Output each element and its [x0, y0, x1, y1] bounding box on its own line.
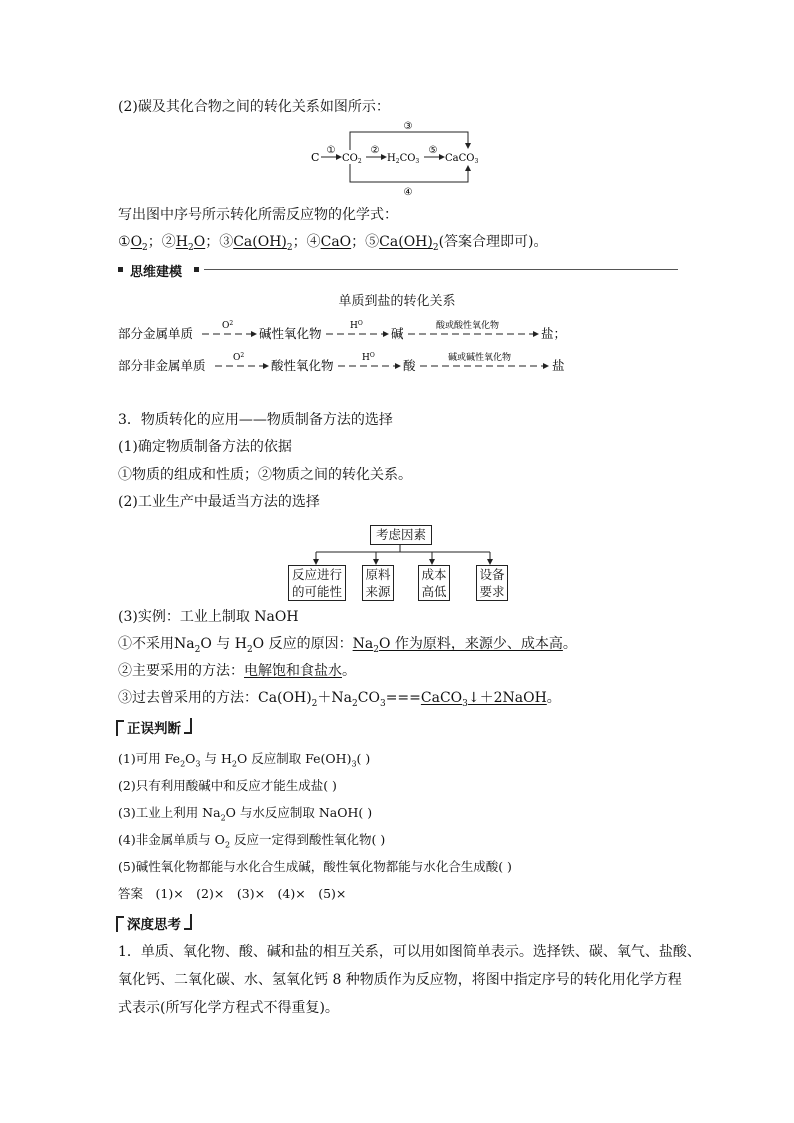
- leaf-line-2: 要求: [479, 584, 505, 599]
- tree-connectors: [300, 544, 500, 566]
- row2-mid-1: 酸性氧化物: [271, 358, 334, 373]
- example-3: ③过去曾采用的方法：$Ca(OH)_2+Na_2CO_3===CaCO_3↓+2NaOH$。: [118, 690, 561, 709]
- tree-leaf-cost: [418, 565, 450, 601]
- tree-leaf-possibility: [288, 565, 346, 601]
- tree-leaf-materials: [362, 565, 394, 601]
- judge-answer: 答案 (1)× (2)× (3)× (4)× (5)×: [118, 886, 347, 901]
- bullet-square: [118, 267, 123, 272]
- label-4: ④: [403, 187, 413, 198]
- section3-p3: (2)工业生产中最适当方法的选择: [118, 494, 320, 510]
- row1-end: 盐；: [541, 326, 567, 341]
- leaf-line-2: 来源: [365, 584, 391, 599]
- judge-header: [116, 717, 192, 737]
- bracket-close: [184, 718, 192, 734]
- deep-line-3: 式表示(所写化学方程式不得重复)。: [118, 1000, 339, 1016]
- arrow-4: [350, 164, 468, 182]
- row1-mid-1: 碱性氧化物: [259, 326, 322, 341]
- row2-mid-2: 酸: [403, 358, 416, 373]
- tree-leaf-equipment: [476, 565, 508, 601]
- leaf-line-1: 原料: [365, 567, 391, 582]
- row1-mid-2: 碱: [391, 326, 404, 341]
- row1-reagent-1: $O^2$: [222, 320, 234, 331]
- judge-q2: (2)只有利用酸碱中和反应才能生成盐( ): [118, 778, 337, 793]
- judge-q3: (3)工业上利用 $Na_2O$ 与水反应制取 NaOH( ): [118, 805, 373, 823]
- arrow-3: [350, 132, 468, 150]
- node-caco3: CaCO$_3$: [445, 153, 479, 165]
- judge-header-label: 正误判断: [127, 721, 181, 737]
- bracket-open: [116, 720, 124, 736]
- node-h2co3: $H_2CO_3$: [387, 153, 420, 165]
- node-co2: $CO_2$: [342, 153, 362, 165]
- judge-q4: (4)非金属单质与 $O_2$ 反应一定得到酸性氧化物( ): [118, 832, 386, 850]
- bracket-close: [184, 914, 192, 930]
- carbon-diagram: [300, 118, 500, 200]
- carbon-question: 写出图中序号所示转化所需反应物的化学式：: [118, 207, 398, 223]
- thinking-title: 单质到盐的转化关系: [338, 294, 456, 309]
- judge-q1: (1)可用 $Fe_2O_3$ 与 $H_2O$ 反应制取 $Fe(OH)_3$( ): [118, 751, 371, 769]
- conversion-row-2: [118, 350, 588, 378]
- example-title: (3)实例：工业上制取 NaOH: [118, 609, 299, 625]
- row2-start: 部分非金属单质: [118, 358, 206, 373]
- deep-header: [116, 913, 192, 933]
- leaf-line-1: 设备: [479, 567, 505, 582]
- row1-reagent-3: 酸或酸性氧化物: [436, 321, 500, 331]
- leaf-line-1: 反应进行: [291, 567, 342, 582]
- row2-reagent-3: 碱或碱性氧化物: [448, 353, 512, 363]
- example-2: ②主要采用的方法：电解饱和食盐水。: [118, 663, 356, 679]
- leaf-line-1: 成本: [421, 567, 447, 582]
- label-3: ③: [403, 121, 413, 132]
- judge-q5: (5)碱性氧化物都能与水化合生成碱，酸性氧化物都能与水化合生成酸( ): [118, 859, 512, 874]
- thinking-header-label: 思维建模: [130, 265, 183, 280]
- carbon-intro: (2)碳及其化合物之间的转化关系如图所示：: [118, 99, 390, 115]
- row1-start: 部分金属单质: [118, 326, 194, 341]
- deep-line-2: 氧化钙、二氧化碳、水、氢氧化钙 8 种物质作为反应物，将图中指定序号的转化用化学方程: [118, 972, 682, 988]
- row2-reagent-1: $O^2$: [233, 352, 245, 363]
- leaf-line-2: 高低: [421, 584, 447, 599]
- carbon-answer: $①O_2$；$②H_2O$；$③Ca(OH)_2$；④CaO；$⑤Ca(OH)_2$(答案合理即可)。: [118, 234, 548, 253]
- example-1: ①不采用$Na_2O$ 与 $H_2O$ 反应的原因：$Na_2O$ 作为原料，来源少、成本高。: [118, 636, 577, 655]
- thinking-header: [118, 262, 678, 278]
- row1-reagent-2: $H^O$: [350, 320, 363, 331]
- header-rule: [204, 269, 678, 270]
- deep-line-1: 1．单质、氧化物、酸、碱和盐的相互关系，可以用如图简单表示。选择铁、碳、氧气、盐酸、: [118, 944, 701, 960]
- deep-header-label: 深度思考: [127, 917, 181, 933]
- bullet-square: [194, 267, 199, 272]
- section3-title: 3．物质转化的应用——物质制备方法的选择: [118, 412, 393, 428]
- bracket-open: [116, 916, 124, 932]
- tree-root: 考虑因素: [370, 525, 432, 545]
- leaf-line-2: 的可能性: [291, 584, 342, 599]
- label-1: ①: [326, 145, 336, 156]
- node-c: C: [311, 151, 320, 164]
- row2-reagent-2: $H^O$: [362, 352, 375, 363]
- section3-p1: (1)确定物质制备方法的依据: [118, 439, 292, 455]
- conversion-row-1: [118, 318, 588, 346]
- label-5: ⑤: [428, 145, 438, 156]
- row2-end: 盐: [552, 358, 565, 373]
- label-2: ②: [370, 145, 380, 156]
- section3-p2: ①物质的组成和性质；②物质之间的转化关系。: [118, 467, 412, 483]
